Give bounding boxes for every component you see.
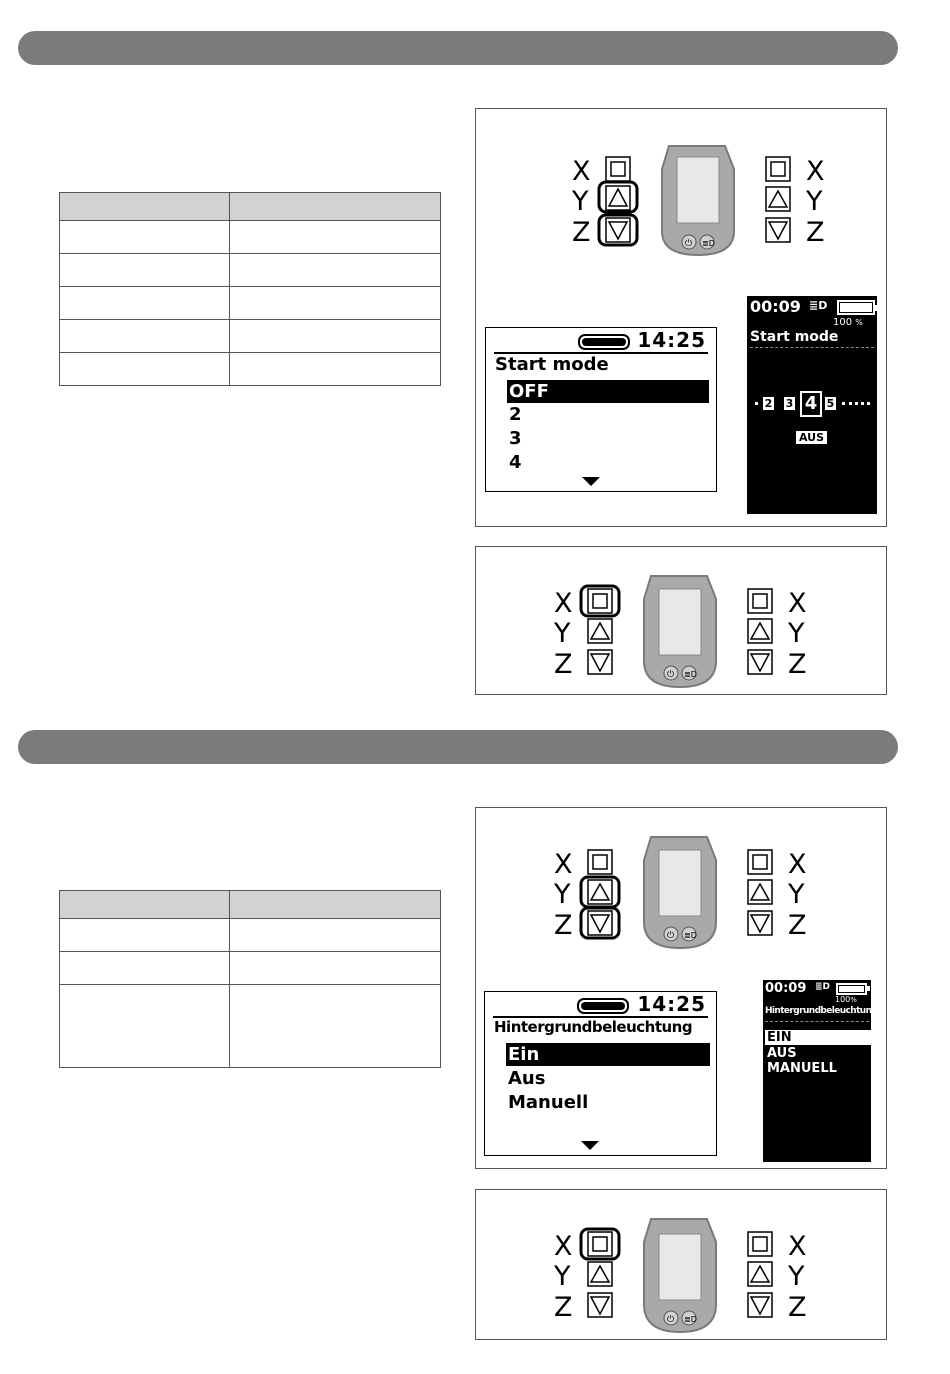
y-button-left[interactable] bbox=[588, 1262, 612, 1286]
svg-text:≣D: ≣D bbox=[684, 670, 697, 679]
table-row bbox=[60, 320, 441, 353]
power-icon[interactable] bbox=[682, 235, 696, 249]
level-dot bbox=[755, 402, 758, 405]
x-button-left[interactable] bbox=[606, 157, 630, 181]
display-battery-icon bbox=[836, 983, 867, 995]
label-x-right: X bbox=[788, 849, 807, 880]
light-indicator-icon: ≣D bbox=[809, 299, 828, 312]
lcd-status-bar bbox=[494, 328, 708, 354]
menu-item[interactable]: Manuell bbox=[508, 1092, 589, 1113]
control-diagram bbox=[550, 1212, 810, 1338]
label-y-left: Y bbox=[554, 879, 571, 910]
table-row bbox=[60, 254, 441, 287]
label-y-right: Y bbox=[788, 879, 805, 910]
control-diagram bbox=[568, 139, 828, 263]
y-button-right[interactable] bbox=[748, 619, 772, 643]
label-x-left: X bbox=[554, 1231, 573, 1262]
label-y-right: Y bbox=[806, 186, 823, 217]
lcd-clock: 14:25 bbox=[637, 992, 706, 1016]
battery-icon bbox=[577, 998, 629, 1014]
label-z-right: Z bbox=[788, 1292, 807, 1323]
lcd-status-bar bbox=[493, 992, 708, 1018]
power-icon[interactable] bbox=[664, 1311, 678, 1325]
illustration-panel-4 bbox=[475, 1189, 887, 1340]
scroll-down-arrow-icon bbox=[582, 477, 600, 486]
y-button-left[interactable] bbox=[599, 182, 637, 212]
menu-item[interactable]: AUS bbox=[767, 1046, 797, 1061]
settings-table-1 bbox=[59, 192, 441, 386]
menu-item[interactable]: 4 bbox=[509, 452, 522, 473]
level-chip: 2 bbox=[764, 397, 773, 410]
lcd-clock: 14:25 bbox=[637, 328, 706, 352]
illustration-panel-2 bbox=[475, 546, 887, 695]
scroll-down-arrow-icon bbox=[581, 1141, 599, 1150]
illustration-panel-3 bbox=[475, 807, 887, 1169]
svg-text:⏻: ⏻ bbox=[667, 670, 675, 680]
y-button-right[interactable] bbox=[748, 880, 772, 904]
display-battery-icon bbox=[837, 300, 875, 315]
table-row bbox=[60, 221, 441, 254]
x-button-right[interactable] bbox=[766, 157, 790, 181]
light-icon[interactable] bbox=[682, 1311, 697, 1325]
y-button-left[interactable] bbox=[588, 619, 612, 643]
level-dots bbox=[842, 402, 870, 405]
y-button-right[interactable] bbox=[766, 187, 790, 211]
z-button-left[interactable] bbox=[581, 908, 619, 938]
menu-item-selected[interactable]: Ein bbox=[506, 1043, 710, 1066]
label-z-right: Z bbox=[806, 217, 825, 248]
y-button-right[interactable] bbox=[748, 1262, 772, 1286]
menu-item[interactable]: 2 bbox=[509, 404, 522, 425]
light-icon[interactable] bbox=[682, 666, 697, 680]
label-x-left: X bbox=[554, 588, 573, 619]
display-title: Hintergrundbeleuchtung bbox=[765, 1006, 878, 1016]
label-x-right: X bbox=[806, 156, 825, 187]
display-clock: 00:09 bbox=[765, 981, 807, 996]
light-icon[interactable] bbox=[682, 927, 697, 941]
power-icon[interactable] bbox=[664, 666, 678, 680]
x-button-left[interactable] bbox=[588, 850, 612, 874]
table-row bbox=[60, 985, 441, 1068]
level-chip: 5 bbox=[826, 397, 835, 410]
light-indicator-icon: ≣D bbox=[815, 982, 831, 992]
z-button-right[interactable] bbox=[748, 1293, 772, 1317]
device-body bbox=[644, 1219, 716, 1332]
svg-text:≣D: ≣D bbox=[684, 1315, 697, 1324]
x-button-right[interactable] bbox=[748, 850, 772, 874]
label-y-left: Y bbox=[554, 618, 571, 649]
control-diagram-svg bbox=[550, 1212, 810, 1334]
menu-item-selected[interactable]: EIN bbox=[765, 1030, 871, 1045]
z-button-left[interactable] bbox=[588, 650, 612, 674]
x-button-left[interactable] bbox=[581, 586, 619, 616]
control-diagram bbox=[550, 830, 810, 954]
z-button-right[interactable] bbox=[766, 218, 790, 242]
section-header-bar-2 bbox=[18, 730, 898, 764]
z-button-left[interactable] bbox=[599, 215, 637, 245]
lcd-menu-title: Start mode bbox=[495, 354, 609, 375]
z-button-left[interactable] bbox=[588, 1293, 612, 1317]
device-body bbox=[644, 837, 716, 948]
table-row bbox=[60, 287, 441, 320]
z-button-right[interactable] bbox=[748, 650, 772, 674]
display-title: Start mode bbox=[750, 329, 839, 345]
label-x-right: X bbox=[788, 1231, 807, 1262]
label-z-left: Z bbox=[572, 217, 591, 248]
x-button-right[interactable] bbox=[748, 1232, 772, 1256]
label-z-left: Z bbox=[554, 1292, 573, 1323]
lcd-menu-title: Hintergrundbeleuchtung bbox=[494, 1018, 693, 1036]
table-row bbox=[60, 919, 441, 952]
settings-table-2 bbox=[59, 890, 441, 1068]
label-z-left: Z bbox=[554, 649, 573, 680]
device-body bbox=[662, 146, 734, 255]
table-row bbox=[60, 952, 441, 985]
control-diagram-svg bbox=[550, 830, 810, 950]
label-x-left: X bbox=[572, 156, 591, 187]
off-badge: AUS bbox=[796, 431, 827, 444]
battery-icon bbox=[578, 334, 630, 350]
control-diagram-svg bbox=[550, 569, 810, 689]
table-header-row bbox=[60, 193, 441, 221]
label-y-right: Y bbox=[788, 1261, 805, 1292]
menu-item[interactable]: Aus bbox=[508, 1068, 546, 1089]
x-button-left[interactable] bbox=[581, 1229, 619, 1259]
control-diagram-svg bbox=[568, 139, 828, 259]
label-y-left: Y bbox=[554, 1261, 571, 1292]
menu-item-selected[interactable]: OFF bbox=[507, 380, 709, 403]
label-x-right: X bbox=[788, 588, 807, 619]
control-diagram bbox=[550, 569, 810, 693]
y-button-left[interactable] bbox=[581, 877, 619, 907]
menu-item[interactable]: MANUELL bbox=[767, 1061, 837, 1076]
label-z-right: Z bbox=[788, 910, 807, 941]
battery-percent: 100% bbox=[835, 995, 857, 1004]
svg-text:⏻: ⏻ bbox=[685, 239, 693, 249]
svg-text:≣D: ≣D bbox=[684, 931, 697, 940]
light-icon[interactable] bbox=[700, 235, 715, 249]
x-button-right[interactable] bbox=[748, 589, 772, 613]
level-selected: 4 bbox=[800, 391, 822, 417]
color-display-backlight bbox=[763, 980, 878, 1162]
table-header-row bbox=[60, 891, 441, 919]
illustration-panel-1 bbox=[475, 108, 887, 527]
level-chip: 3 bbox=[785, 397, 794, 410]
svg-text:⏻: ⏻ bbox=[667, 1315, 675, 1325]
section-header-bar-1 bbox=[18, 31, 898, 65]
display-clock: 00:09 bbox=[750, 297, 801, 316]
menu-item[interactable]: 3 bbox=[509, 428, 522, 449]
battery-percent: 100 % bbox=[833, 317, 863, 328]
svg-text:⏻: ⏻ bbox=[667, 931, 675, 941]
label-y-right: Y bbox=[788, 618, 805, 649]
label-x-left: X bbox=[554, 849, 573, 880]
label-y-left: Y bbox=[572, 186, 589, 217]
label-z-right: Z bbox=[788, 649, 807, 680]
color-display-start-mode bbox=[747, 296, 877, 514]
device-body bbox=[644, 576, 716, 687]
z-button-right[interactable] bbox=[748, 911, 772, 935]
svg-text:≣D: ≣D bbox=[702, 239, 715, 248]
table-row bbox=[60, 353, 441, 386]
lcd-screen-start-mode bbox=[485, 327, 717, 492]
power-icon[interactable] bbox=[664, 927, 678, 941]
label-z-left: Z bbox=[554, 910, 573, 941]
lcd-screen-backlight bbox=[484, 991, 717, 1156]
